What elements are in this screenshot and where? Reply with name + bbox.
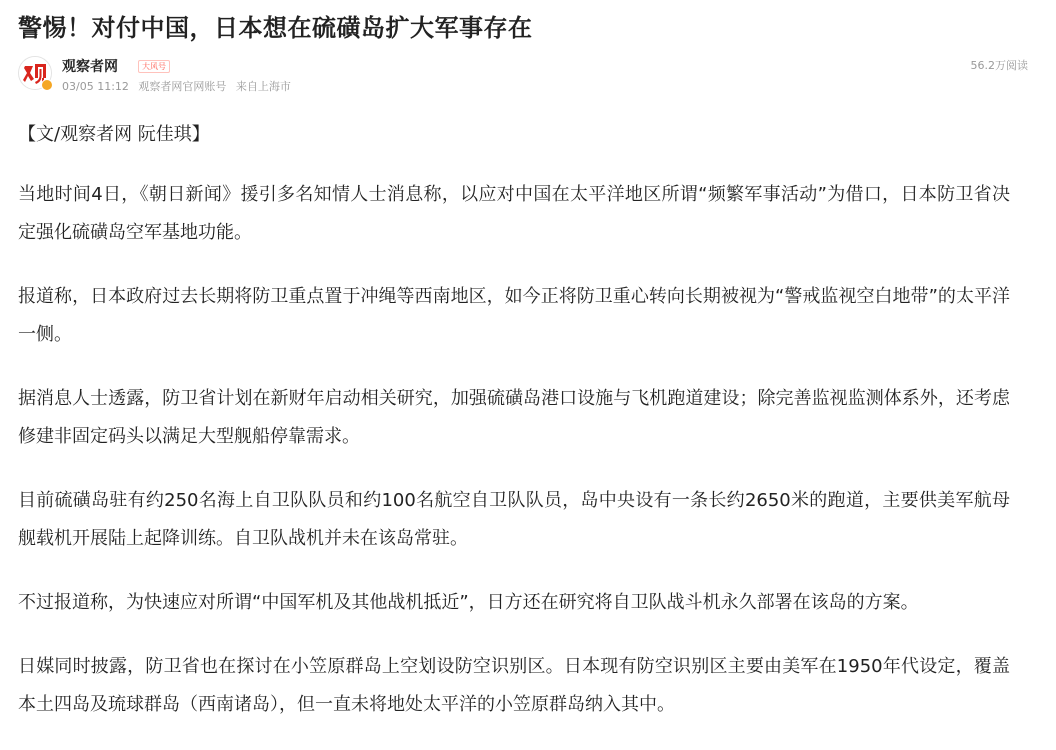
- paragraph: 日媒同时披露，防卫省也在探讨在小笠原群岛上空划设防空识别区。日本现有防空识别区主要由美军在1950年代设定，覆盖本土四岛及琉球群岛（西南诸岛），但一直未将地处太平洋的小笠原群岛纳入其中。: [18, 656, 1010, 715]
- publish-meta: [62, 78, 297, 94]
- publish-date: 03/05 11:12: [62, 80, 129, 93]
- verified-badge-icon: [41, 79, 53, 91]
- author-info: [18, 54, 1028, 98]
- article-title: 警惕！对付中国，日本想在硫磺岛扩大军事存在: [18, 14, 533, 42]
- paragraph: 据消息人士透露，防卫省计划在新财年启动相关研究，加强硫磺岛港口设施与飞机跑道建设；除完善监视监测体系外，还考虑修建非固定码头以满足大型舰船停靠需求。: [18, 388, 1010, 447]
- avatar[interactable]: [18, 56, 52, 90]
- read-count: 56.2万阅读: [970, 59, 1028, 72]
- location: 来自上海市: [235, 80, 291, 93]
- article-body: [18, 116, 1010, 750]
- account-description: 观察者网官网账号: [138, 80, 227, 93]
- byline: 【文/观察者网 阮佳琪】: [18, 124, 210, 145]
- paragraph: 目前硫磺岛驻有约250名海上自卫队队员和约100名航空自卫队队员，岛中央设有一条长约2650米的跑道，主要供美军航母舰载机开展陆上起降训练。自卫队战机并未在该岛常驻。: [18, 490, 1010, 549]
- paragraph: 不过报道称，为快速应对所谓“中国军机及其他战机抵近”，日方还在研究将自卫队战斗机永久部署在该岛的方案。: [18, 592, 919, 613]
- paragraph: 报道称，日本政府过去长期将防卫重点置于冲绳等西南地区，如今正将防卫重心转向长期被视为“警戒监视空白地带”的太平洋一侧。: [18, 286, 1010, 345]
- source-tag: 大风号: [138, 60, 170, 73]
- author-name[interactable]: 观察者网: [62, 59, 118, 75]
- paragraph: 当地时间4日，《朝日新闻》援引多名知情人士消息称，以应对中国在太平洋地区所谓“频繁军事活动”为借口，日本防卫省决定强化硫磺岛空军基地功能。: [18, 184, 1010, 243]
